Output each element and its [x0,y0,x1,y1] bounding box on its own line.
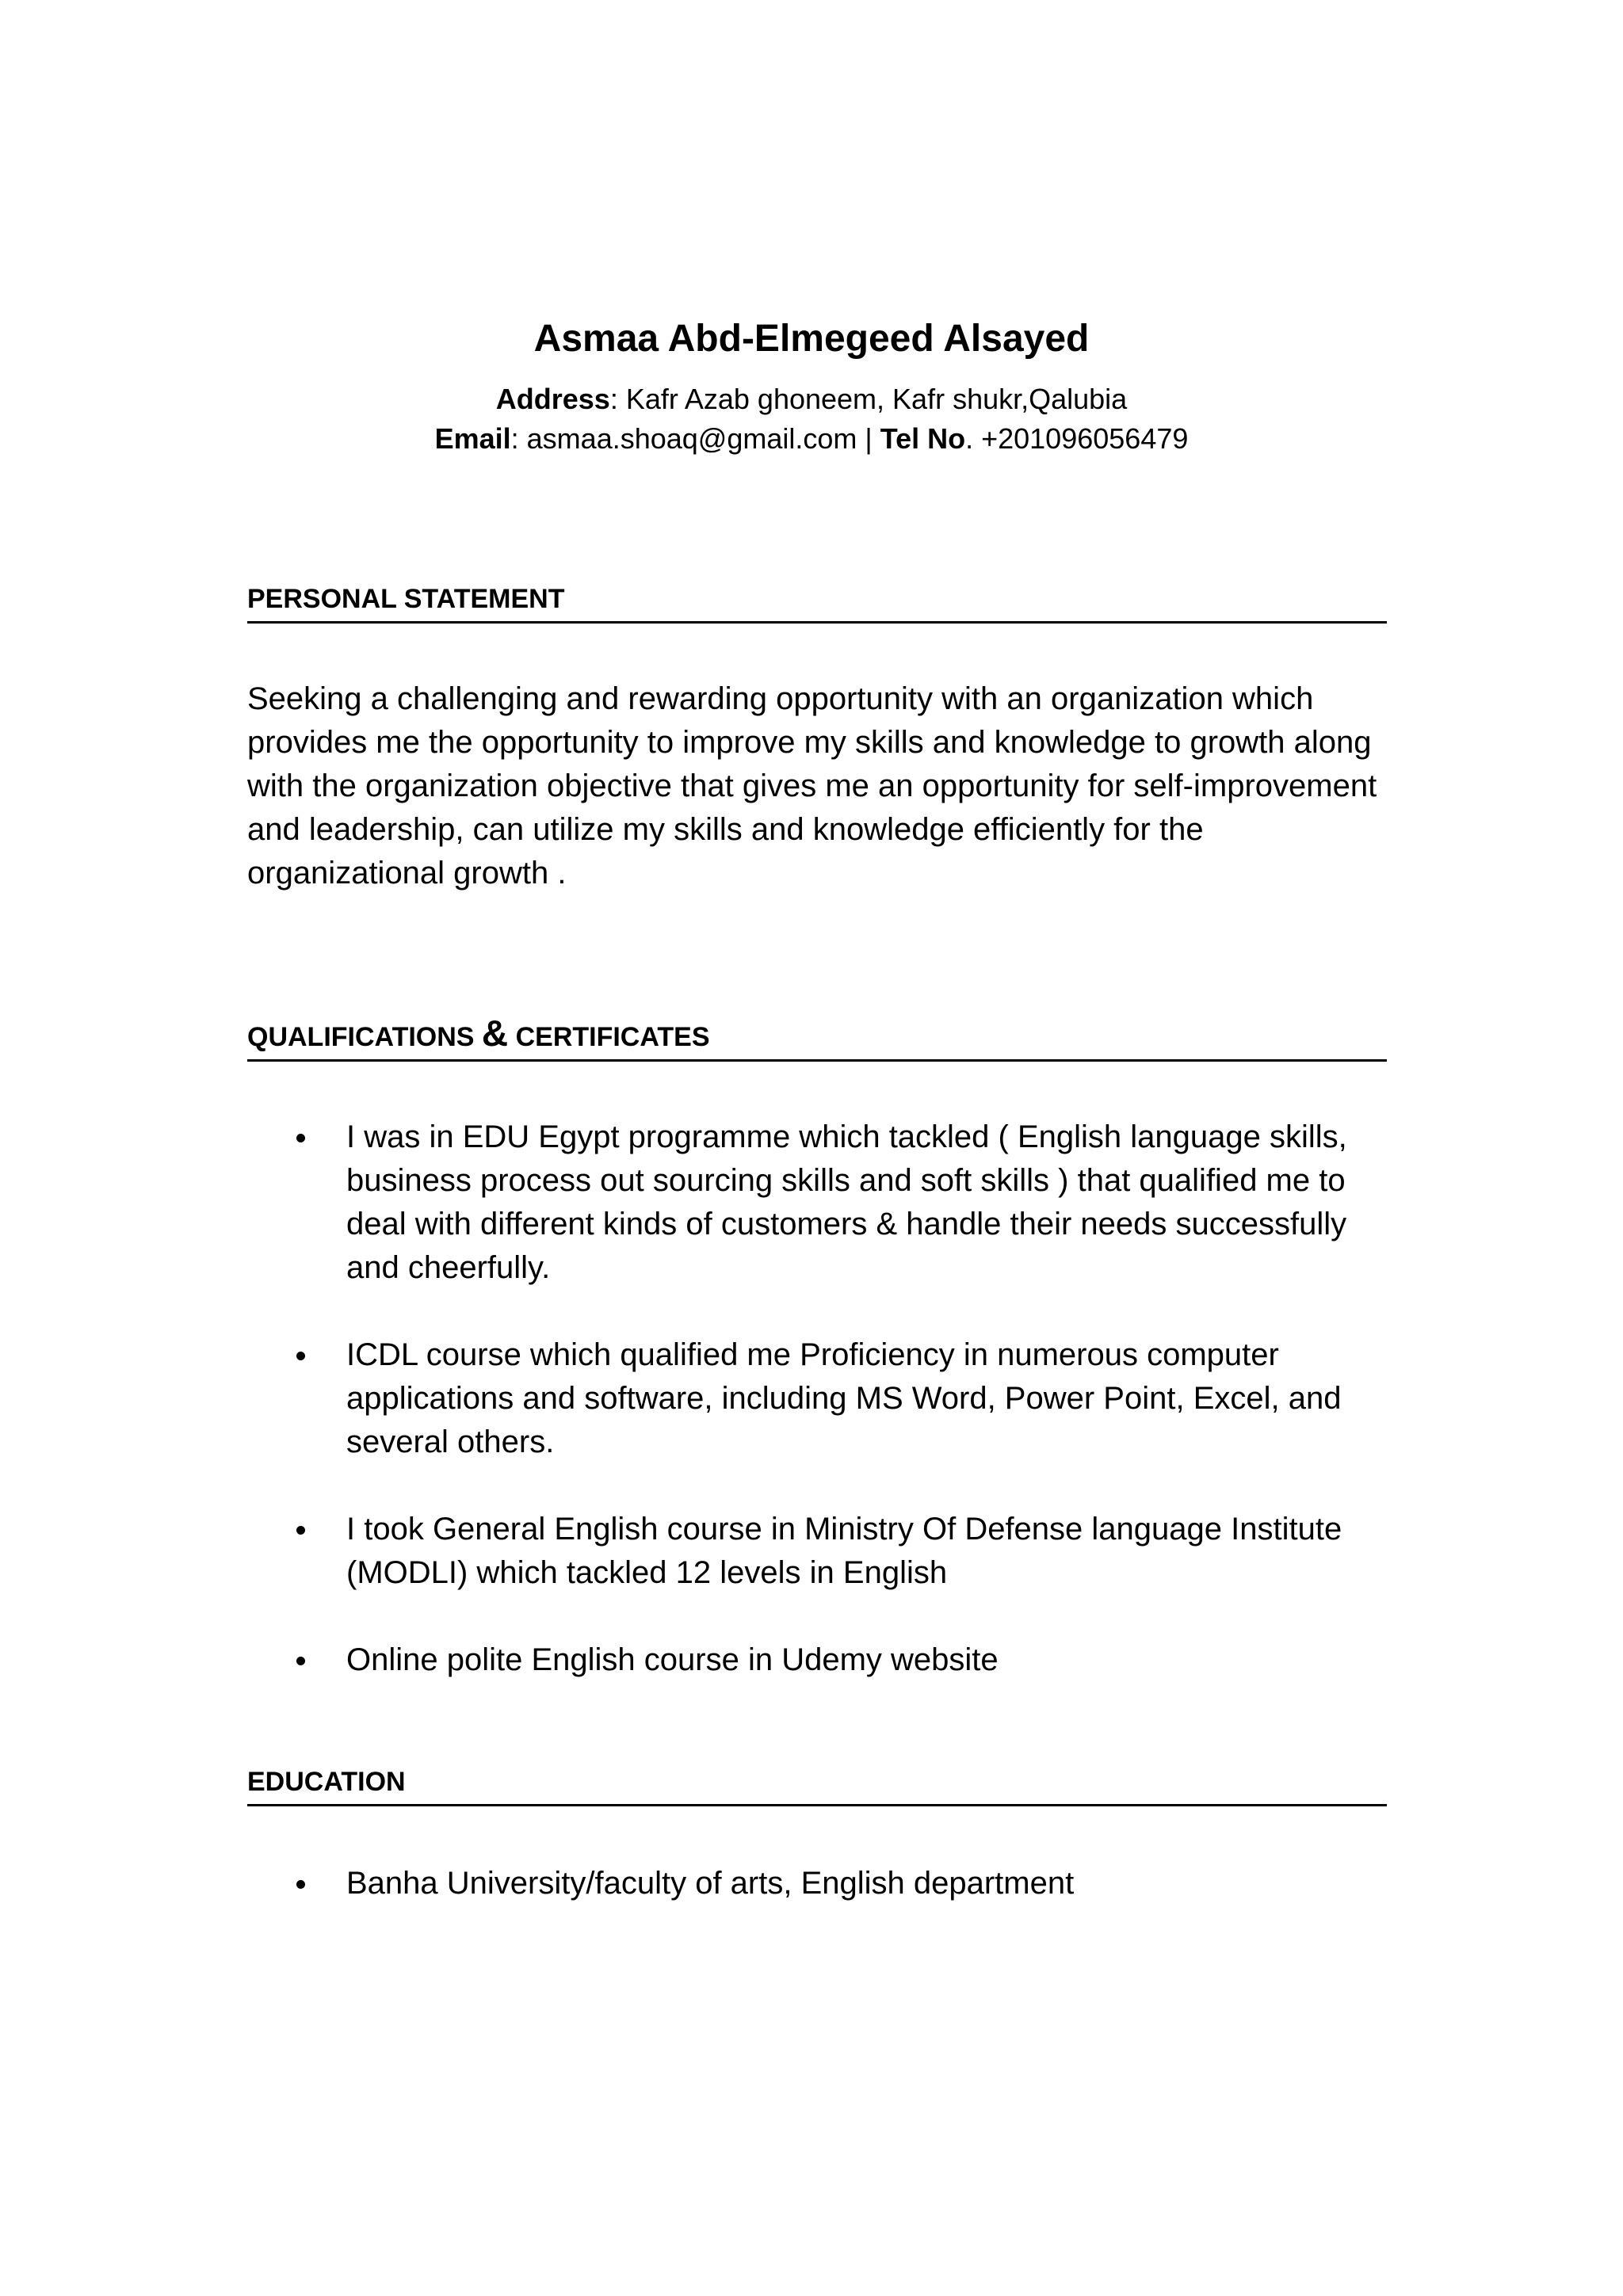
qualifications-title-amp: & [481,1013,509,1054]
list-item [247,1116,1388,1290]
candidate-name: Asmaa Abd-Elmegeed Alsayed [533,318,1090,360]
section-title-education: EDUCATION [247,1764,1387,1806]
bullet-icon [296,1134,305,1142]
tel-label: Tel No [880,422,966,455]
bullet-icon [296,1657,305,1665]
qualification-text: I took General English course in Ministry Of Defense language Institute (MODLI) which tackled 12 levels in English [346,1512,1342,1590]
address-line [0,380,1623,418]
bullet-icon [296,1880,305,1889]
email-label: Email [434,422,511,455]
qualification-text: Online polite English course in Udemy website [346,1642,999,1677]
list-item [247,1333,1388,1464]
list-item [247,1862,1388,1905]
email-value: : asmaa.shoaq@gmail.com | [510,422,880,455]
address-value: : Kafr Azab ghoneem, Kafr shukr,Qalubia [609,383,1128,415]
qualifications-title-part1: QUALIFICATIONS [247,1022,482,1052]
list-item [247,1508,1388,1595]
bullet-icon [296,1526,305,1535]
section-title-qualifications [247,1013,1387,1062]
address-label: Address [495,383,610,415]
education-text: Banha University/faculty of arts, English department [346,1866,1075,1901]
contact-line [0,420,1623,458]
qualification-text: I was in EDU Egypt programme which tackled ( English language skills, business process out sourcing skills and soft skills ) that qualified me to deal with different kinds of customers & handle their needs successfully and cheerfully. [346,1119,1347,1285]
qualification-text: ICDL course which qualified me Proficiency in numerous computer applications and software, including MS Word, Power Point, Excel, and several others. [346,1337,1342,1459]
list-item [247,1638,1388,1682]
section-title-personal-statement: PERSONAL STATEMENT [247,582,1387,624]
qualifications-title-part2: CERTIFICATES [508,1022,710,1052]
tel-value: . +201096056479 [965,422,1189,455]
bullet-icon [296,1352,305,1360]
qualifications-list [247,1116,1388,1726]
education-list [247,1862,1388,1905]
personal-statement-text: Seeking a challenging and rewarding opportunity with an organization which provides me the opportunity to improve my skills and knowledge to growth along with the organization objective that gives me an opportunity for self-improvement and leadership, can utilize my skills and knowledge efficiently for the organizational growth . [247,681,1377,891]
